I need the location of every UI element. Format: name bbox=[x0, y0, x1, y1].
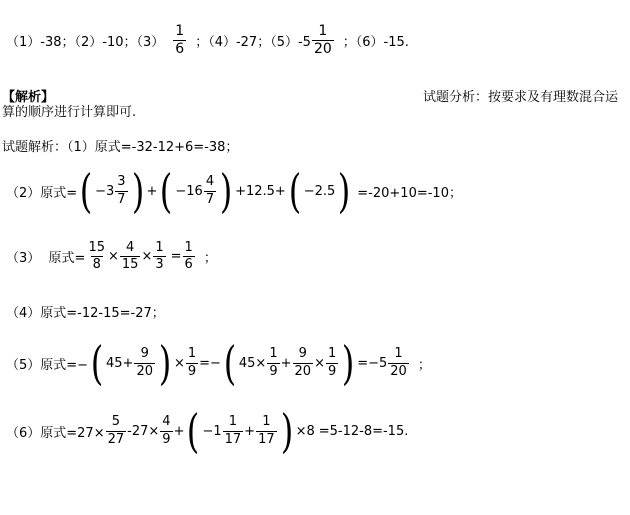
fraction-denominator: 20 bbox=[313, 41, 332, 58]
fraction-numerator: 15 bbox=[88, 240, 105, 255]
fraction-denominator: 17 bbox=[224, 431, 242, 447]
analysis-second: 算的顺序进行计算即可. bbox=[2, 105, 137, 120]
fraction-numerator: 5 bbox=[111, 414, 121, 430]
fraction-denominator: 8 bbox=[92, 257, 101, 273]
middle-term: -27× bbox=[127, 423, 160, 439]
fraction-denominator: 7 bbox=[205, 191, 215, 207]
fraction-5 bbox=[326, 347, 338, 379]
fraction-denominator: 20 bbox=[136, 363, 153, 379]
solution-6-prefix: （6）原式=27× bbox=[6, 425, 105, 441]
times-sign: × bbox=[141, 249, 153, 265]
term-fraction bbox=[115, 175, 127, 207]
analysis-second-line bbox=[2, 101, 136, 120]
answer-line bbox=[6, 24, 409, 58]
fraction-denominator: 17 bbox=[258, 431, 275, 447]
fraction-denominator: 20 bbox=[294, 363, 312, 379]
equals-sign: = bbox=[170, 249, 182, 265]
solution-line-2 bbox=[6, 164, 462, 218]
term-whole: −16 bbox=[175, 183, 203, 199]
solution-3-prefix: （3） 原式= bbox=[6, 251, 86, 267]
term-a: 45+ bbox=[106, 355, 134, 371]
term-decimal: −2.5 bbox=[303, 183, 336, 199]
solution-6-result: =5-12-8=-15. bbox=[318, 423, 409, 439]
fraction-denominator: 9 bbox=[162, 431, 171, 447]
solution-line-4 bbox=[6, 302, 165, 321]
term-fraction bbox=[204, 175, 216, 207]
plus-sign: + bbox=[244, 423, 256, 439]
right-paren: ) bbox=[280, 404, 293, 458]
fraction-denominator: 15 bbox=[121, 257, 139, 273]
times-eight: ×8 bbox=[295, 423, 315, 439]
solution-line-1 bbox=[2, 136, 238, 155]
fraction-denominator: 7 bbox=[117, 191, 126, 207]
fraction-denominator: 27 bbox=[107, 431, 125, 447]
equals-result-whole: =−5 bbox=[357, 355, 388, 371]
fraction-4 bbox=[293, 347, 314, 379]
fraction-numerator: 9 bbox=[298, 346, 307, 362]
answer-part-4: ；（4）-27；（5）-5 bbox=[195, 35, 311, 51]
fraction-numerator: 1 bbox=[318, 23, 328, 39]
times-sign: × bbox=[314, 355, 325, 371]
fraction-numerator: 1 bbox=[184, 240, 193, 255]
fraction-3 bbox=[153, 241, 165, 273]
term-whole: −3 bbox=[95, 183, 115, 199]
fraction-denominator: 9 bbox=[187, 363, 197, 379]
fraction-numerator: 9 bbox=[140, 346, 149, 362]
right-paren: ) bbox=[219, 164, 233, 218]
solution-line-3 bbox=[6, 241, 217, 273]
right-paren: ) bbox=[341, 336, 355, 390]
analysis-label-text: 【解析】 bbox=[2, 90, 55, 105]
fraction-1 bbox=[86, 241, 107, 273]
fraction-2 bbox=[120, 241, 141, 273]
left-paren: ( bbox=[160, 164, 173, 218]
fraction-numerator: 4 bbox=[205, 174, 215, 190]
answer-fraction-3 bbox=[173, 24, 186, 58]
solution-5-prefix: （5）原式=− bbox=[6, 357, 89, 373]
fraction-1 bbox=[134, 347, 155, 379]
plus-sign: + bbox=[173, 423, 185, 439]
fraction-denominator: 3 bbox=[155, 257, 164, 273]
fraction-numerator: 1 bbox=[155, 240, 164, 255]
solution-4-text: （4）原式=-12-15=-27； bbox=[6, 306, 165, 321]
fraction-denominator: 6 bbox=[184, 257, 193, 273]
equals-minus: =− bbox=[199, 355, 221, 371]
fraction-4 bbox=[256, 415, 277, 447]
fraction-numerator: 1 bbox=[187, 346, 197, 362]
fraction-numerator: 1 bbox=[262, 414, 271, 430]
fraction-3 bbox=[267, 347, 279, 379]
fraction-1 bbox=[106, 415, 127, 447]
semicolon: ； bbox=[203, 251, 217, 267]
answer-part-6: ；（6）-15. bbox=[342, 35, 409, 51]
left-paren: ( bbox=[79, 164, 93, 218]
left-paren: ( bbox=[90, 336, 104, 390]
fraction-numerator: 1 bbox=[327, 346, 337, 362]
right-paren: ) bbox=[338, 164, 351, 218]
answer-fraction-5 bbox=[312, 24, 334, 58]
fraction-numerator: 4 bbox=[126, 240, 135, 255]
term-b: 45× bbox=[238, 355, 267, 371]
fraction-2 bbox=[186, 347, 198, 379]
fraction-numerator: 1 bbox=[394, 346, 403, 362]
analysis-right-text bbox=[423, 86, 618, 105]
result-fraction bbox=[388, 347, 409, 379]
fraction-numerator: 3 bbox=[117, 174, 126, 190]
right-paren: ) bbox=[158, 336, 172, 390]
solution-1-text: 试题解析：（1）原式=-32-12+6=-38； bbox=[2, 140, 239, 155]
fraction-denominator: 6 bbox=[175, 41, 185, 58]
fraction-numerator: 4 bbox=[162, 414, 171, 430]
fraction-denominator: 20 bbox=[390, 363, 407, 379]
semicolon: ； bbox=[417, 357, 431, 373]
fraction-numerator: 1 bbox=[269, 346, 278, 362]
plus-sign: + bbox=[146, 183, 158, 199]
solution-2-prefix: （2）原式= bbox=[6, 185, 78, 201]
inner-whole: −1 bbox=[202, 423, 222, 439]
times-sign: × bbox=[107, 249, 119, 265]
right-paren: ) bbox=[131, 164, 144, 218]
fraction-numerator: 1 bbox=[228, 414, 238, 430]
solution-line-6 bbox=[6, 404, 409, 458]
middle-terms: +12.5+ bbox=[235, 183, 286, 199]
solution-2-result: =-20+10=-10； bbox=[357, 185, 462, 201]
left-paren: ( bbox=[223, 336, 237, 390]
result-fraction bbox=[183, 241, 195, 273]
analysis-right: 试题分析：按要求及有理数混合运 bbox=[423, 90, 619, 105]
answer-part-1: （1）-38；（2）-10；（3） bbox=[6, 35, 165, 51]
plus-sign: + bbox=[280, 355, 292, 371]
fraction-denominator: 9 bbox=[269, 363, 278, 379]
fraction-3 bbox=[223, 415, 244, 447]
left-paren: ( bbox=[187, 404, 200, 458]
left-paren: ( bbox=[288, 164, 302, 218]
solution-line-5 bbox=[6, 336, 431, 390]
fraction-denominator: 9 bbox=[327, 363, 337, 379]
times-sign: × bbox=[173, 355, 185, 371]
fraction-numerator: 1 bbox=[175, 23, 185, 39]
fraction-2 bbox=[160, 415, 172, 447]
